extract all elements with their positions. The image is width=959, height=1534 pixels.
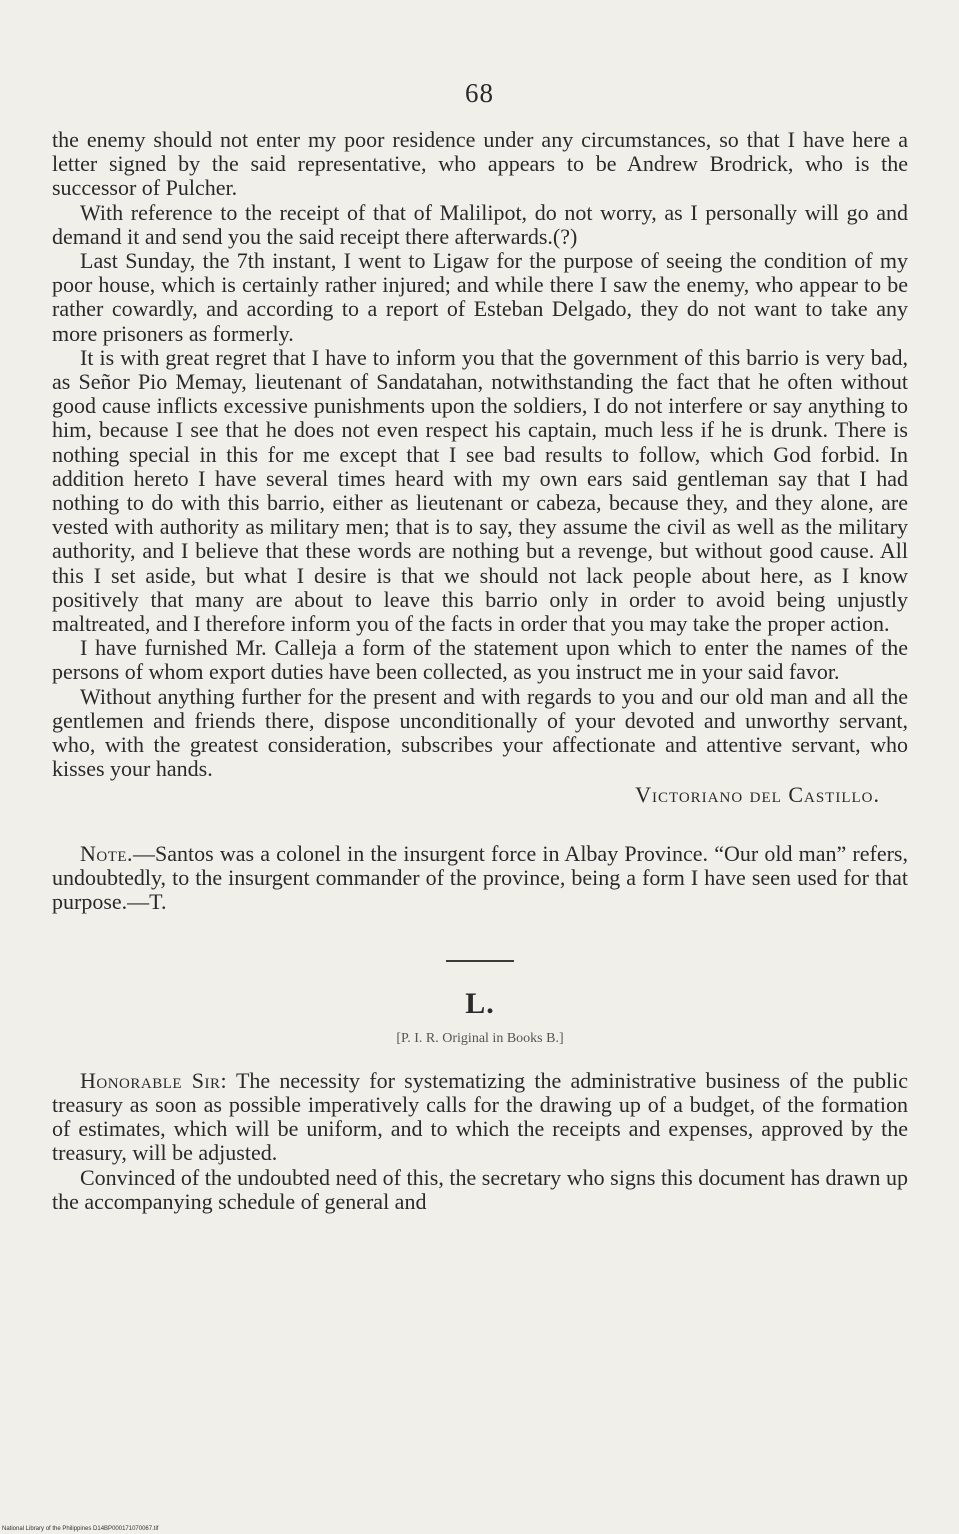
- section-divider: [446, 960, 514, 962]
- paragraph-text: The necessity for systematizing the administrative business of the public treasury as soon as possible imperatively calls for the drawing up of a budget, of the formation of estimates, which will be uniform, and to which the receipts and expenses, approved by the treasury, will be adjusted.: [52, 1067, 908, 1166]
- note: [52, 842, 908, 915]
- salutation: Honorable Sir:: [80, 1067, 228, 1093]
- paragraph: I have furnished Mr. Calleja a form of the statement upon which to enter the names of the persons of whom export duties have been collected, as you instruct me in your said favor.: [52, 635, 908, 685]
- paragraph: [52, 1069, 908, 1166]
- section-heading: L.: [465, 987, 495, 1021]
- paragraph: Without anything further for the present and with regards to you and our old man and all the gentlemen and friends there, dispose unconditionally of your devoted and unworthy servant, who, with the greatest consideration, subscribes your affectionate and attentive servant, who kisses your hands.: [52, 683, 908, 782]
- signature: Victoriano del Castillo.: [635, 782, 880, 808]
- paragraph: Last Sunday, the 7th instant, I went to Ligaw for the purpose of seeing the condition of my poor house, which is certainly rather injured; and while there I saw the enemy, who appear to be rather cowardly, and according to a report of Esteban Delgado, they do not want to take any more prisoners as formerly.: [52, 248, 908, 346]
- paragraph: It is with great regret that I have to inform you that the government of this barrio is very bad, as Señor Pio Memay, lieutenant of Sandatahan, notwithstanding the fact that he often without good cause inflicts excessive punishments upon the soldiers, I do not interfere or say anything to him, because I see that he does not even respect his captain, much less if he is drunk. There is nothing special in this for me except that I see bad results to follow, which God forbid. In addition hereto I have several times heard with my own ears said gentleman say that I had nothing to do with this barrio, either as lieutenant or cabeza, because they, and they alone, are vested with authority as military men; that is to say, they assume the civil as well as the military authority, and I believe that these words are nothing but a revenge, but without good cause. All this I set aside, but what I desire is that we should not lack people about here, as I know positively that many are about to leave this barrio only in order to avoid being unjustly maltreated, and I therefore inform you of the facts in order that you may take the proper action.: [52, 344, 908, 637]
- scan-footer: National Library of the Philippines D14BP000171070067.tif: [2, 1526, 159, 1532]
- paragraph: the enemy should not enter my poor residence under any circumstances, so that I have here a letter signed by the said representative, who appears to be Andrew Brodrick, who is the successor of Pulcher.: [52, 127, 908, 201]
- paragraph: With reference to the receipt of that of Malilipot, do not worry, as I personally will go and demand it and send you the said receipt there afterwards.(?): [52, 199, 908, 249]
- document-body: [52, 128, 908, 1214]
- page-number: 68: [465, 78, 494, 108]
- note-label: Note.: [80, 840, 134, 866]
- note-text: —Santos was a colonel in the insurgent force in Albay Province. “Our old man” refers, undoubtedly, to the insurgent commander of the province, being a form I have seen used for that purpose.—T.: [52, 840, 908, 915]
- source-citation: [P. I. R. Original in Books B.]: [396, 1030, 564, 1046]
- paragraph: Convinced of the undoubted need of this, the secretary who signs this document has drawn up the accompanying schedule of general and: [52, 1164, 908, 1214]
